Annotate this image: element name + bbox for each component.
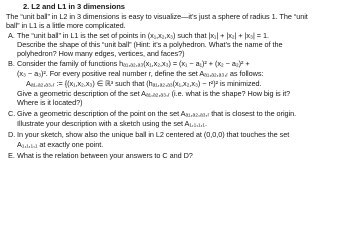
item-b-line-5: Where is it located?) xyxy=(17,98,83,107)
item-b-line-3: Aₐ₁,ₐ₂,ₐ₃,ᵣ := {(x₁,x₂,x₃) ∈ ℝ³ such that (hₐ₁,ₐ₂,ₐ₃(x₁,x₂,x₃) − r²)² is minimized. xyxy=(26,79,262,88)
item-a-line-3: polyhedron? How many edges, vertices, and faces?) xyxy=(17,49,185,58)
item-e-label: E. xyxy=(8,151,15,160)
item-a-line-2: Describe the shape of this “unit ball” (Hint: it’s a polyhedron. What’s the name of the xyxy=(17,40,283,49)
intro-line-2: ball” in L1 is a little more complicated. xyxy=(6,21,126,30)
item-c-label: C. xyxy=(8,109,16,118)
item-c-line-1: Give a geometric description of the point on the set Aₐ₁,ₐ₂,ₐ₃,ᵣ that is closest to the origin. xyxy=(17,109,297,118)
item-d-label: D. xyxy=(8,130,16,139)
intro-line-1: The “unit ball” in L2 in 3 dimensions is easy to visualize—it’s just a sphere of radius 1. The “unit xyxy=(6,12,308,21)
item-b-line-4: Give a geometric description of the set Aₐ₁,ₐ₂,ₐ₃,ᵣ (i.e. what is the shape? How big is it? xyxy=(17,89,291,98)
item-e-line-1: What is the relation between your answers to C and D? xyxy=(17,151,193,160)
item-d-line-2: A₁,₁,₁,₁ at exactly one point. xyxy=(17,140,104,149)
item-b-line-2: (x₃ − a₃)². For every positive real number r, define the set Aₐ₁,ₐ₂,ₐ₃,ᵣ as follows: xyxy=(17,69,264,78)
item-c-line-2: Illustrate your description with a sketch using the set A₁,₁,₁,₁. xyxy=(17,119,207,128)
item-a-line-1: The “unit ball” in L1 is the set of points in (x₁,x₂,x₃) such that |x₁| + |x₂| + |x₃| = 1. xyxy=(17,31,269,40)
item-d-line-1: In your sketch, show also the unique ball in L2 centered at (0,0,0) that touches the set xyxy=(17,130,290,139)
item-b-label: B. xyxy=(8,59,15,68)
item-b-line-1: Consider the family of functions hₐ₁,ₐ₂,ₐ₃(x₁,x₂,x₃) = (x₁ − a₁)² + (x₂ − a₂)² + xyxy=(17,59,250,68)
item-a-label: A. xyxy=(8,31,15,40)
problem-title: 2. L2 and L1 in 3 dimensions xyxy=(23,2,125,11)
